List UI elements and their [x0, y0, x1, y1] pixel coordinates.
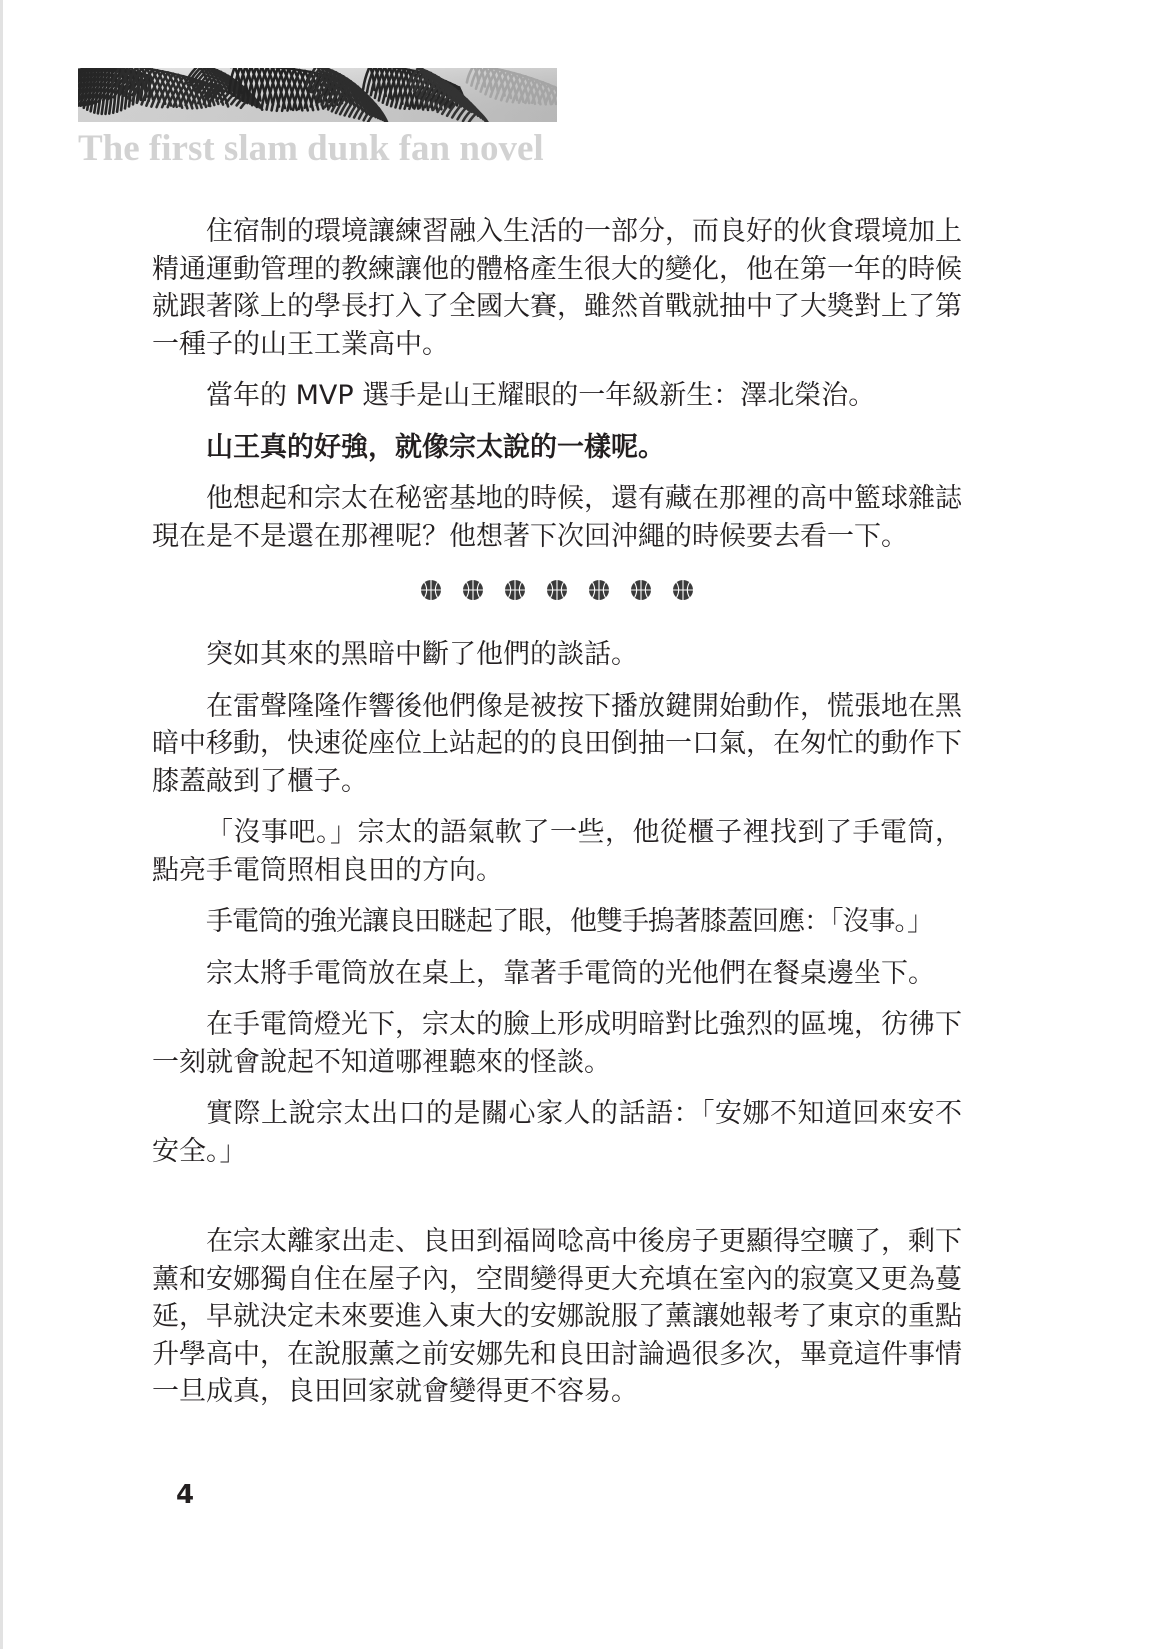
text-line: 薰和安娜獨自住在屋子內，空間變得更大充填在室內的寂寞又更為蔓 — [152, 1263, 962, 1295]
section-break-ornament — [152, 569, 962, 611]
paragraph — [152, 1223, 962, 1411]
section-break — [152, 569, 962, 636]
text-line: 手電筒的強光讓良田瞇起了眼，他雙手摀著膝蓋回應：「沒事。」 — [206, 906, 933, 938]
text-line: 精通運動管理的教練讓他的體格產生很大的變化，他在第一年的時候 — [152, 253, 962, 285]
text-line: 現在是不是還在那裡呢？他想著下次回沖繩的時候要去看一下。 — [152, 520, 908, 552]
basketball-icon — [547, 580, 567, 600]
text-line: 點亮手電筒照相良田的方向。 — [152, 854, 503, 886]
basketball-icon — [421, 580, 441, 600]
basketball-icon — [463, 580, 483, 600]
text-line: 暗中移動，快速從座位上站起的的良田倒抽一口氣，在匆忙的動作下 — [152, 728, 962, 760]
emphasized-paragraph — [152, 429, 962, 467]
text-line: 宗太將手電筒放在桌上，靠著手電筒的光他們在餐桌邊坐下。 — [206, 957, 935, 989]
palm-leaves-image — [78, 68, 557, 122]
text-line: 一種子的山王工業高中。 — [152, 328, 449, 360]
paragraph — [152, 1095, 962, 1170]
text-line: 一旦成真，良田回家就會變得更不容易。 — [152, 1376, 638, 1408]
body-text — [152, 213, 962, 1425]
text-line: 「沒事吧。」宗太的語氣軟了一些，他從櫃子裡找到了手電筒， — [206, 817, 962, 849]
text-line: 在雷聲隆隆作響後他們像是被按下播放鍵開始動作，慌張地在黑 — [206, 690, 962, 722]
text-line: 在手電筒燈光下，宗太的臉上形成明暗對比強烈的區塊，彷彿下 — [206, 1009, 962, 1041]
text-line: 住宿制的環境讓練習融入生活的一部分，而良好的伙食環境加上 — [206, 216, 962, 247]
text-line: 延，早就決定未來要進入東大的安娜說服了薰讓她報考了東京的重點 — [152, 1301, 962, 1333]
paragraph — [152, 480, 962, 555]
basketball-icon — [631, 580, 651, 600]
paragraph — [152, 213, 962, 363]
paragraph — [152, 955, 962, 993]
text-line: 安全。」 — [152, 1135, 247, 1167]
text-line: 一刻就會說起不知道哪裡聽來的怪談。 — [152, 1046, 611, 1078]
text-line: 升學高中，在說服薰之前安娜先和良田討論過很多次，畢竟這件事情 — [152, 1338, 962, 1370]
basketball-icon — [505, 580, 525, 600]
text-line: 實際上說宗太出口的是關心家人的話語：「安娜不知道回來安不 — [206, 1098, 962, 1130]
basketball-icon — [673, 580, 693, 600]
paragraph — [152, 814, 962, 889]
text-line: 就跟著隊上的學長打入了全國大賽，雖然首戰就抽中了大獎對上了第 — [152, 291, 962, 322]
paragraph — [152, 1006, 962, 1081]
paragraph — [152, 636, 962, 674]
text-line: 突如其來的黑暗中斷了他們的談話。 — [206, 639, 638, 671]
paragraph — [152, 377, 962, 415]
text-line: 膝蓋敲到了櫃子。 — [152, 765, 368, 797]
page-edge — [0, 0, 3, 1649]
text-line: 當年的 MVP 選手是山王耀眼的一年級新生：澤北榮治。 — [206, 380, 876, 411]
text-line: 在宗太離家出走、良田到福岡唸高中後房子更顯得空曠了，剩下 — [206, 1226, 962, 1258]
text-line: 他想起和宗太在秘密基地的時候，還有藏在那裡的高中籃球雜誌 — [206, 483, 962, 514]
paragraph — [152, 903, 962, 941]
text-line: 山王真的好強，就像宗太說的一樣呢。 — [206, 431, 665, 463]
paragraph — [152, 688, 962, 801]
page-number: 4 — [176, 1480, 195, 1510]
series-title: The first slam dunk fan novel — [78, 128, 544, 169]
basketball-icon — [589, 580, 609, 600]
